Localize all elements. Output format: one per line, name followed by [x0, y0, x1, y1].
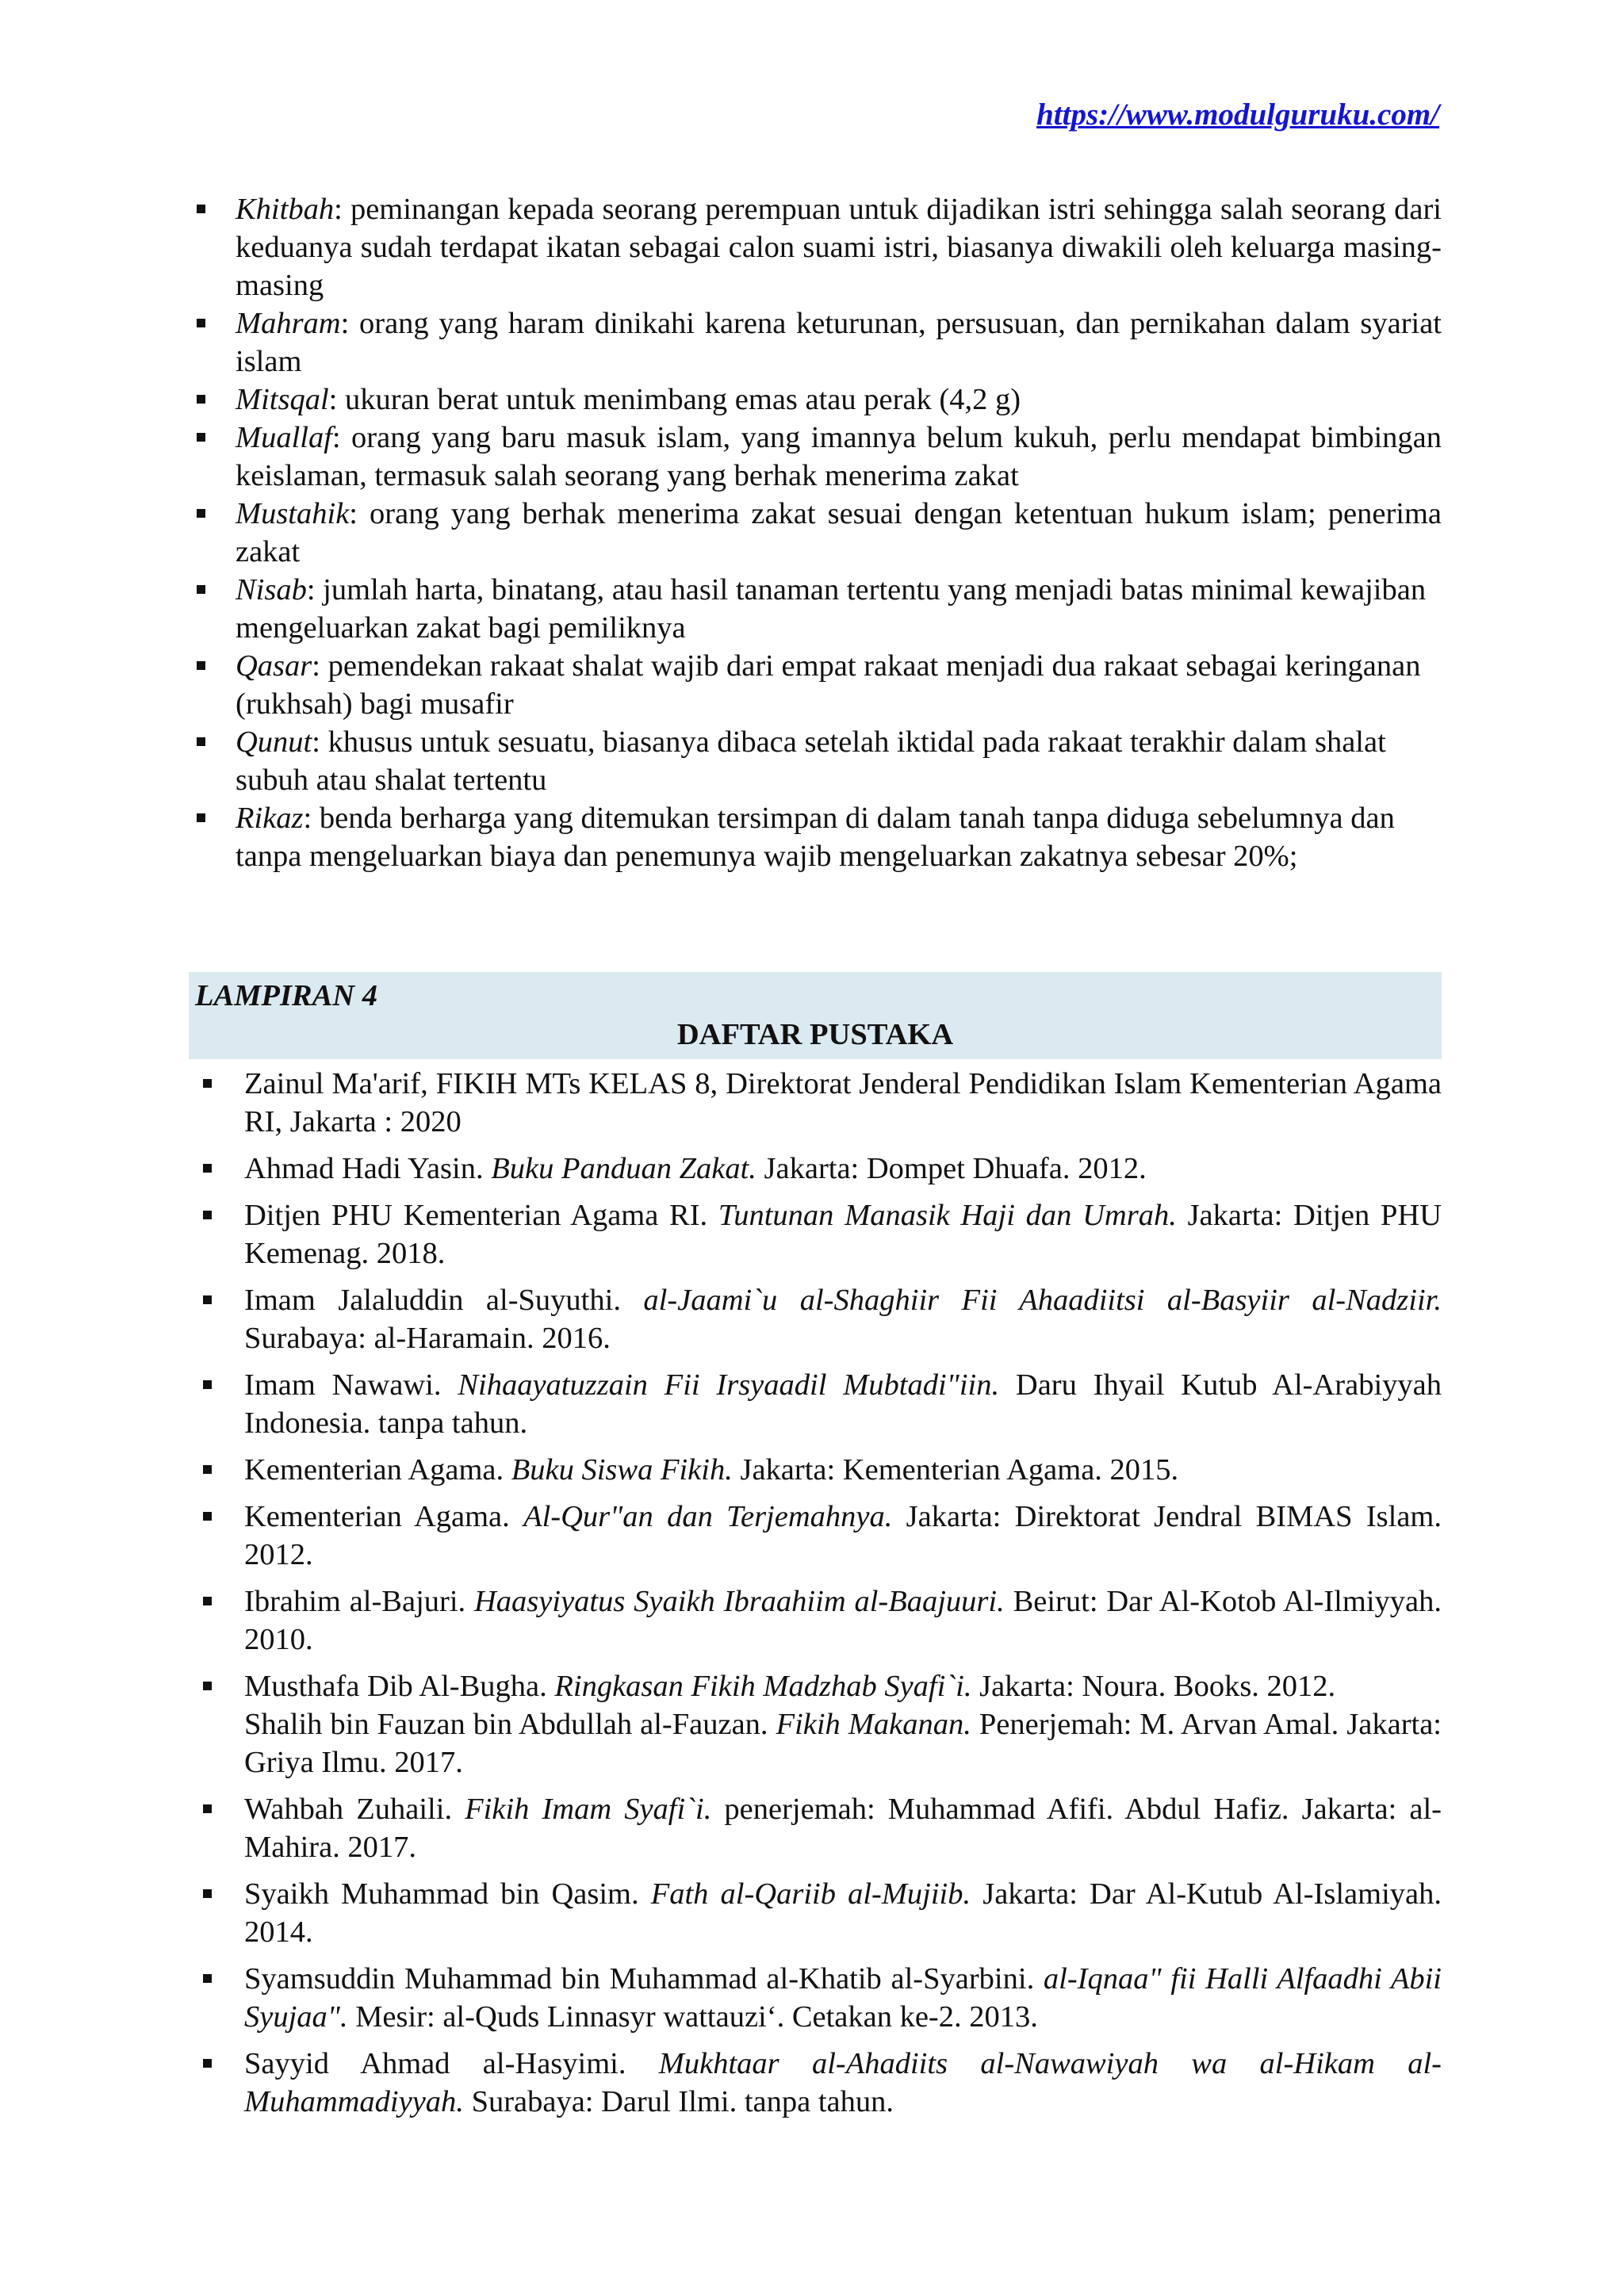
reference-item [190, 1196, 1442, 1272]
bullet-square-icon [197, 585, 205, 594]
glossary-definition: : jumlah harta, binatang, atau hasil tanaman tertentu yang menjadi batas minimal kewajiban mengeluarkan zakat bagi pemiliknya [236, 573, 1427, 645]
glossary-list [190, 190, 1442, 875]
reference-item [190, 1582, 1442, 1659]
bullet-square-icon [197, 395, 205, 404]
reference-title: Tuntunan Manasik Haji dan Umrah. [718, 1199, 1177, 1232]
bullet-square-icon [203, 1974, 212, 1983]
reference-title: Fikih Makanan. [776, 1708, 971, 1741]
reference-author: Imam Jalaluddin al-Suyuthi. [244, 1284, 644, 1317]
reference-item [190, 1790, 1442, 1866]
reference-item [190, 1451, 1442, 1489]
reference-title: Fath al-Qariib al-Mujiib. [650, 1877, 971, 1911]
bullet-square-icon [197, 509, 205, 518]
bullet-square-icon [203, 1465, 212, 1474]
reference-title: al-Jaami`u al-Shaghiir Fii Ahaadiitsi al-Basyiir al-Nadziir. [643, 1284, 1442, 1317]
reference-item [190, 1281, 1442, 1357]
reference-item [190, 1366, 1442, 1442]
reference-publisher: penerjemah: Muhammad Afifi. Abdul Hafiz. Jakarta: al-Mahira. 2017. [244, 1793, 1442, 1864]
glossary-item [190, 571, 1442, 647]
glossary-definition: : peminangan kepada seorang perempuan untuk dijadikan istri sehingga salah seorang dari keduanya sudah terdapat ikatan sebagai calon suami istri, biasanya diwakili oleh keluarga masing-masing [236, 193, 1442, 302]
reference-item [190, 1065, 1442, 1141]
header-url-link[interactable]: https://www.modulguruku.com/ [1036, 98, 1439, 132]
glossary-item [190, 304, 1442, 381]
bullet-square-icon [203, 1804, 212, 1813]
reference-item [190, 1150, 1442, 1188]
reference-author: Sayyid Ahmad al-Hasyimi. [244, 2047, 659, 2080]
glossary-item [190, 723, 1442, 799]
glossary-term: Mustahik [236, 497, 350, 530]
reference-text: Zainul Ma'arif, FIKIH MTs KELAS 8, Direktorat Jenderal Pendidikan Islam Kementerian Agama RI, Jakarta : 2020 [244, 1067, 1442, 1138]
bullet-square-icon [203, 1380, 212, 1389]
reference-author: Ahmad Hadi Yasin. [244, 1152, 492, 1185]
glossary-term: Khitbah [236, 193, 335, 226]
glossary-term: Mahram [236, 307, 341, 340]
reference-item [190, 1960, 1442, 2036]
reference-publisher: Beirut: Dar Al-Kotob Al-Ilmiyyah. 2010. [244, 1585, 1442, 1656]
reference-title: Al-Qur"an dan Terjemahnya. [523, 1500, 893, 1533]
reference-author: Musthafa Dib Al-Bugha. [244, 1670, 555, 1703]
reference-author: Ditjen PHU Kementerian Agama RI. [244, 1199, 718, 1232]
bullet-square-icon [203, 2059, 212, 2068]
reference-item [190, 2045, 1442, 2121]
glossary-item [190, 190, 1442, 304]
reference-item [190, 1498, 1442, 1574]
reference-author: Imam Nawawi. [244, 1368, 458, 1402]
glossary-item [190, 419, 1442, 495]
glossary-item [190, 381, 1442, 419]
reference-title: Mukhtaar al-Ahadiits al-Nawawiyah wa al-Hikam al-Muhammadiyyah. [244, 2047, 1442, 2118]
glossary-definition: : pemendekan rakaat shalat wajib dari empat rakaat menjadi dua rakaat sebagai keringanan (rukhsah) bagi musafir [236, 649, 1421, 721]
glossary-term: Qasar [236, 649, 312, 683]
glossary-term: Qunut [236, 725, 312, 759]
reference-publisher: Jakarta: Kementerian Agama. 2015. [732, 1453, 1179, 1487]
bullet-square-icon [203, 1164, 212, 1173]
bullet-square-icon [203, 1889, 212, 1898]
reference-author: Syaikh Muhammad bin Qasim. [244, 1877, 651, 1911]
glossary-term: Mitsqal [236, 383, 329, 416]
reference-list [190, 1065, 1442, 2130]
reference-publisher: Daru Ihyail Kutub Al-Arabiyyah Indonesia. tanpa tahun. [244, 1368, 1442, 1440]
reference-publisher: Jakarta: Dar Al-Kutub Al-Islamiyah. 2014. [244, 1877, 1442, 1949]
reference-author: Syamsuddin Muhammad bin Muhammad al-Khatib al-Syarbini. [244, 1962, 1044, 1996]
reference-author: Ibrahim al-Bajuri. [244, 1585, 474, 1618]
lampiran-label: LAMPIRAN 4 [195, 979, 377, 1012]
bullet-square-icon [197, 205, 205, 213]
glossary-definition: : orang yang berhak menerima zakat sesuai dengan ketentuan hukum islam; penerima zakat [236, 497, 1442, 568]
bullet-square-icon [197, 737, 205, 746]
reference-title: Haasyiyatus Syaikh Ibraahiim al-Baajuuri. [474, 1585, 1005, 1618]
reference-author: Wahbah Zuhaili. [244, 1793, 465, 1826]
bullet-square-icon [203, 1597, 212, 1605]
reference-publisher: Surabaya: al-Haramain. 2016. [244, 1322, 611, 1355]
bullet-square-icon [197, 319, 205, 327]
glossary-item [190, 647, 1442, 723]
glossary-item [190, 799, 1442, 875]
glossary-definition: : orang yang baru masuk islam, yang imannya belum kukuh, perlu mendapat bimbingan keislaman, termasuk salah seorang yang berhak menerima zakat [236, 421, 1442, 492]
reference-continuation [244, 1705, 1442, 1781]
reference-item [190, 1667, 1442, 1781]
glossary-definition: : benda berharga yang ditemukan tersimpan di dalam tanah tanpa diduga sebelumnya dan tanpa mengeluarkan biaya dan penemunya wajib mengeluarkan zakatnya sebesar 20%; [236, 802, 1395, 873]
bullet-square-icon [203, 1211, 212, 1219]
section-title: DAFTAR PUSTAKA [676, 1018, 954, 1051]
glossary-definition: : ukuran berat untuk menimbang emas atau perak (4,2 g) [328, 383, 1021, 416]
reference-author: Kementerian Agama. [244, 1500, 524, 1533]
reference-publisher: Mesir: al-Quds Linnasyr wattauziʻ. Cetakan ke-2. 2013. [347, 2000, 1038, 2034]
glossary-term: Muallaf [236, 421, 332, 454]
bullet-square-icon [197, 433, 205, 442]
bullet-square-icon [203, 1295, 212, 1304]
glossary-item [190, 495, 1442, 571]
reference-title: Nihaayatuzzain Fii Irsyaadil Mubtadi"iin. [458, 1368, 1000, 1402]
bullet-square-icon [203, 1079, 212, 1088]
reference-title: Fikih Imam Syafi`i. [465, 1793, 712, 1826]
reference-title: Buku Panduan Zakat. [491, 1152, 756, 1185]
reference-publisher: Jakarta: Dompet Dhuafa. 2012. [756, 1152, 1147, 1185]
reference-item [190, 1875, 1442, 1951]
reference-title: Ringkasan Fikih Madzhab Syafi`i. [554, 1670, 972, 1703]
reference-title: Buku Siswa Fikih. [511, 1453, 733, 1487]
lampiran-header-band [189, 972, 1442, 1059]
reference-author: Kementerian Agama. [244, 1453, 511, 1487]
reference-publisher: Penerjemah: M. Arvan Amal. Jakarta: Griya Ilmu. 2017. [244, 1708, 1442, 1779]
reference-publisher: Jakarta: Noura. Books. 2012. [971, 1670, 1336, 1703]
reference-title: al-Iqnaa" fii Halli Alfaadhi Abii Syujaa". [244, 1962, 1442, 2034]
glossary-definition: : orang yang haram dinikahi karena keturunan, persusuan, dan pernikahan dalam syariat islam [236, 307, 1442, 378]
reference-author: Shalih bin Fauzan bin Abdullah al-Fauzan. [244, 1708, 776, 1741]
glossary-term: Rikaz [236, 802, 304, 835]
bullet-square-icon [197, 813, 205, 822]
glossary-term: Nisab [236, 573, 307, 607]
reference-publisher: Surabaya: Darul Ilmi. tanpa tahun. [463, 2085, 894, 2118]
reference-publisher: Jakarta: Ditjen PHU Kemenag. 2018. [244, 1199, 1442, 1270]
bullet-square-icon [203, 1512, 212, 1521]
glossary-definition: : khusus untuk sesuatu, biasanya dibaca setelah iktidal pada rakaat terakhir dalam shalat subuh atau shalat tertentu [236, 725, 1386, 797]
bullet-square-icon [203, 1682, 212, 1690]
bullet-square-icon [197, 661, 205, 670]
reference-publisher: Jakarta: Direktorat Jendral BIMAS Islam. 2012. [244, 1500, 1442, 1571]
